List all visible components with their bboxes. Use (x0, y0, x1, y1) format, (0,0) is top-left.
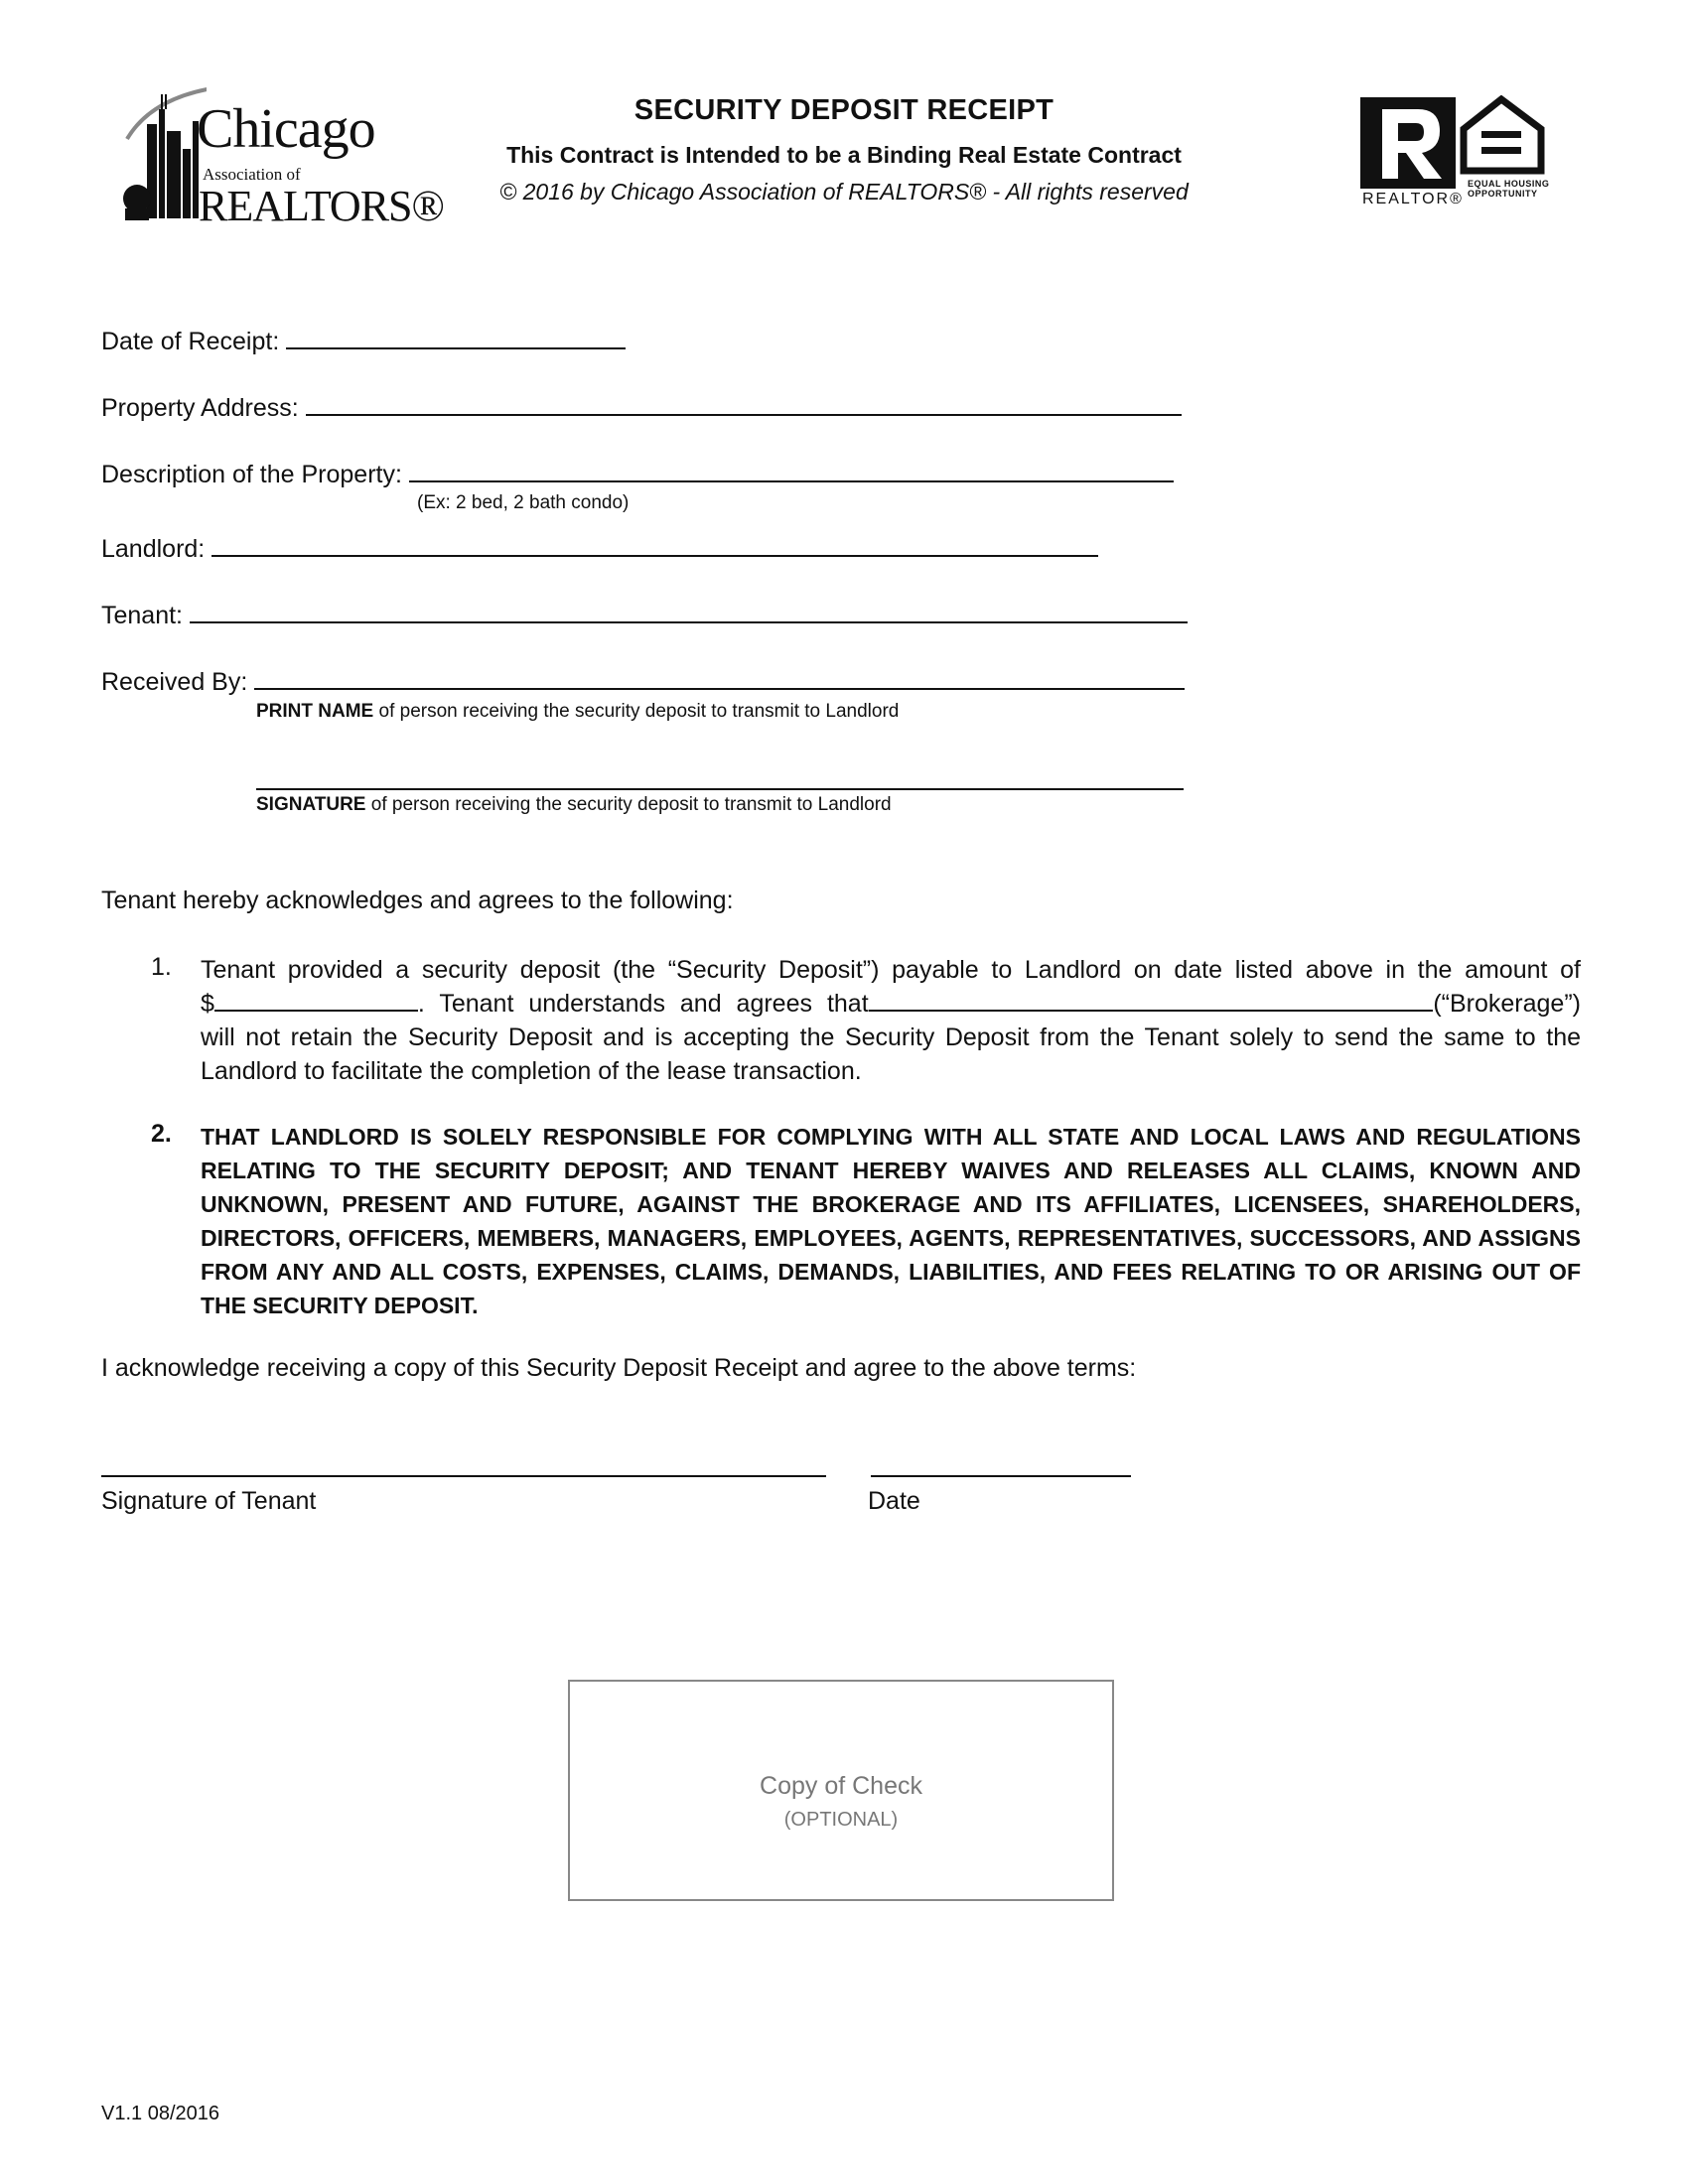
item1-text (201, 953, 1581, 1088)
property-address-label: Property Address: (101, 394, 299, 422)
car-logo-chicago: Chicago (197, 98, 375, 160)
item1-line2 (201, 987, 1581, 1021)
tenant-label: Tenant: (101, 602, 184, 629)
signature-received-line[interactable] (256, 788, 1184, 790)
date-of-receipt-row (101, 326, 626, 356)
received-by-row (101, 666, 1185, 697)
eho-text (1468, 179, 1549, 199)
amount-line[interactable] (214, 988, 418, 1012)
tenant-signature-label: Signature of Tenant (101, 1487, 317, 1515)
received-by-label: Received By: (101, 668, 248, 696)
print-name-caption (256, 701, 899, 723)
print-name-bold: PRINT NAME (256, 701, 374, 722)
realtor-mark-text: REALTOR® (1362, 191, 1464, 207)
intro-text: Tenant hereby acknowledges and agrees to the following: (101, 887, 734, 914)
description-hint: (Ex: 2 bed, 2 bath condo) (417, 492, 630, 513)
brokerage-line[interactable] (869, 988, 1434, 1012)
eho-line1: EQUAL HOUSING (1468, 179, 1550, 189)
property-address-row (101, 392, 1182, 423)
item1-line3: will not retain the Security Deposit and is accepting the Security Deposit from the Tenant solely to send the same to the (201, 1024, 1581, 1051)
print-name-rest: of person receiving the security deposit to transmit to Landlord (378, 701, 900, 722)
date-signature-line[interactable] (871, 1475, 1131, 1477)
description-line[interactable] (409, 459, 1174, 482)
landlord-line[interactable] (211, 533, 1098, 557)
received-by-line[interactable] (254, 666, 1185, 690)
item1-number: 1. (151, 953, 172, 981)
version-label: V1.1 08/2016 (101, 2103, 219, 2124)
copyright-notice: © 2016 by Chicago Association of REALTORS® - All rights reserved (499, 179, 1189, 205)
signature-rest: of person receiving the security deposit to transmit to Landlord (370, 794, 892, 815)
description-row (101, 459, 1174, 489)
signature-caption (256, 794, 892, 816)
tenant-row (101, 600, 1188, 630)
signature-bold: SIGNATURE (256, 794, 366, 815)
item1-line1: Tenant provided a security deposit (the “Security Deposit”) payable to Landlord on date listed above in the amount of (201, 956, 1581, 984)
landlord-label: Landlord: (101, 535, 206, 563)
date-of-receipt-label: Date of Receipt: (101, 328, 280, 355)
car-logo-realtors: REALTORS® (199, 182, 444, 230)
item2-number: 2. (151, 1120, 172, 1148)
description-label: Description of the Property: (101, 461, 402, 488)
page-title: SECURITY DEPOSIT RECEIPT (633, 94, 1055, 126)
car-logo-assoc: Association of (203, 165, 301, 184)
item1-line4: Landlord to facilitate the completion of the lease transaction. (201, 1057, 862, 1085)
copy-of-check-optional: (OPTIONAL) (783, 1809, 899, 1831)
page-subtitle: This Contract is Intended to be a Binding Real Estate Contract (506, 142, 1182, 168)
item1-mid: . Tenant understands and agrees that (417, 990, 869, 1018)
item2-text: THAT LANDLORD IS SOLELY RESPONSIBLE FOR COMPLYING WITH ALL STATE AND LOCAL LAWS AND REGULATIONS RELATING TO THE SECURITY DEPOSIT; AND TENANT HEREBY WAIVES AND RELEASES ALL CLAIMS, KNOWN AND UNKNOWN, PRESENT AND FUTURE, AGAINST THE BROKERAGE AND ITS AFFILIATES, LICENSEES, SHAREHOLDERS, DIRECTORS, OFFICERS, MEMBERS, MANAGERS, EMPLOYEES, AGENTS, REPRESENTATIVES, SUCCESSORS, AND ASSIGNS FROM ANY AND ALL COSTS, EXPENSES, CLAIMS, DEMANDS, LIABILITIES, AND FEES RELATING TO OR ARISING OUT OF THE SECURITY DEPOSIT. (201, 1124, 1581, 1318)
property-address-line[interactable] (306, 392, 1182, 416)
realtor-eho-logo (1360, 95, 1569, 214)
item1-brokerage: (“Brokerage”) (1433, 990, 1581, 1018)
date-label: Date (868, 1487, 920, 1515)
landlord-row (101, 533, 1098, 564)
car-logo (107, 69, 444, 230)
equal-housing-icon (1464, 99, 1541, 171)
eho-line2: OPPORTUNITY (1468, 189, 1538, 199)
item1-dollar: $ (201, 990, 214, 1018)
tenant-line[interactable] (190, 600, 1188, 623)
skyline-icon (107, 69, 207, 228)
acknowledge-text: I acknowledge receiving a copy of this Security Deposit Receipt and agree to the above terms: (101, 1354, 1137, 1382)
tenant-signature-line[interactable] (101, 1475, 826, 1477)
copy-of-check-title: Copy of Check (760, 1772, 922, 1800)
date-of-receipt-line[interactable] (286, 326, 626, 349)
